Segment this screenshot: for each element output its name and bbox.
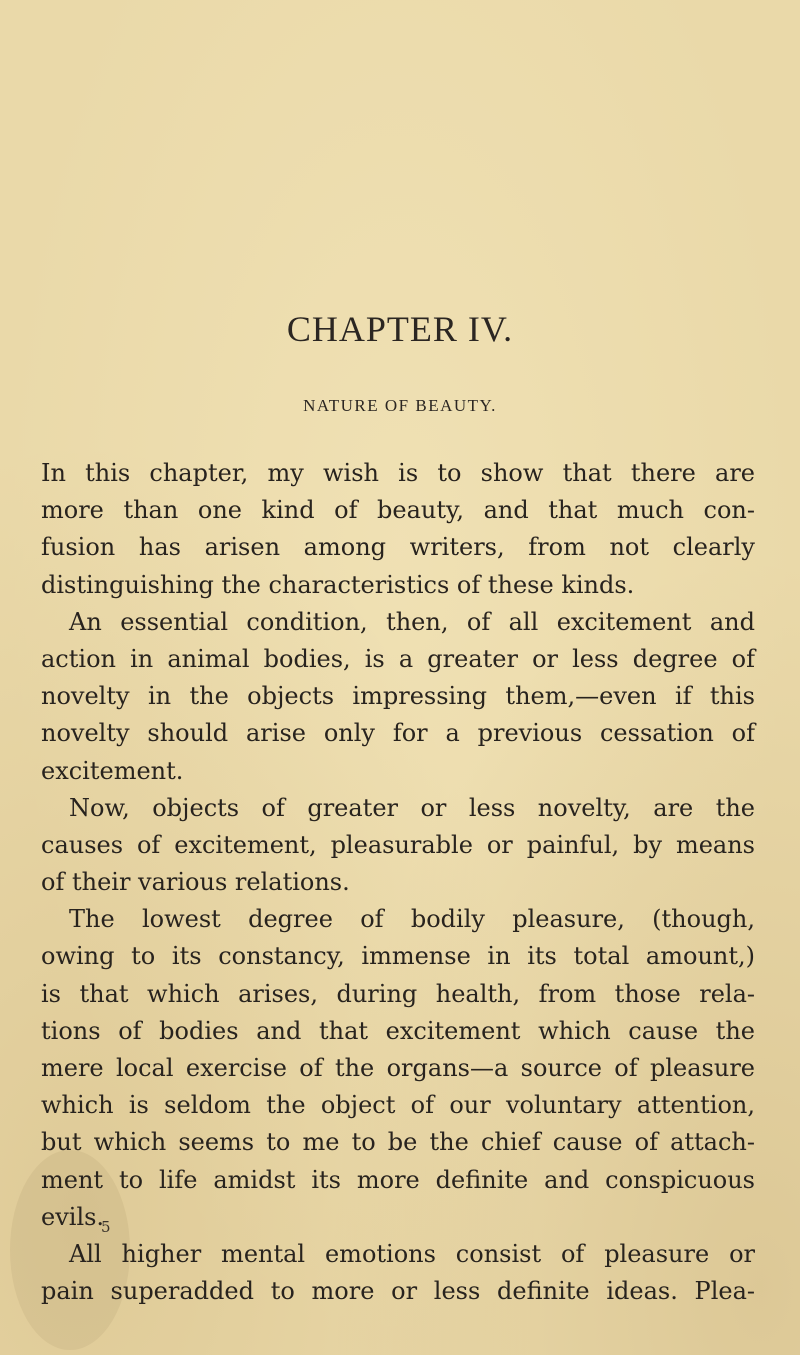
- text-line: In this chapter, my wish is to show that there are: [41, 459, 755, 487]
- chapter-title: CHAPTER IV.: [286, 309, 514, 349]
- text-line: more than one kind of beauty, and that much con-: [41, 496, 755, 525]
- text-line: All higher mental emotions consist of pleasure or: [69, 1239, 755, 1268]
- text-line: ment to life amidst its more definite and conspicuous: [41, 1165, 755, 1194]
- text-line: evils.: [41, 1202, 105, 1231]
- text-line: An essential condition, then, of all excitement and: [69, 607, 755, 636]
- text-line: Now, objects of greater or less novelty, are the: [69, 793, 755, 822]
- text-line: causes of excitement, pleasurable or painful, by means: [41, 830, 755, 859]
- text-line: distinguishing the characteristics of these kinds.: [41, 570, 635, 599]
- text-line: action in animal bodies, is a greater or less degree of: [41, 644, 755, 673]
- text-line: novelty should arise only for a previous cessation of: [41, 719, 755, 748]
- text-line: which is seldom the object of our voluntary attention,: [41, 1091, 755, 1120]
- text-line: fusion has arisen among writers, from not clearly: [41, 533, 755, 562]
- text-line: owing to its constancy, immense in its total amount,): [41, 942, 755, 971]
- section-heading: NATURE OF BEAUTY.: [303, 396, 497, 415]
- text-line: mere local exercise of the organs—a source of pleasure: [41, 1054, 755, 1082]
- body-text: [41, 455, 755, 1310]
- text-line: novelty in the objects impressing them,—even if this: [41, 682, 755, 711]
- page-number: 5: [101, 1218, 111, 1236]
- text-line: but which seems to me to be the chief cause of attach-: [41, 1128, 755, 1157]
- text-line: The lowest degree of bodily pleasure, (though,: [69, 905, 755, 934]
- text-line: of their various relations.: [41, 868, 350, 897]
- text-line: tions of bodies and that excitement which cause the: [41, 1016, 755, 1045]
- text-line: pain superadded to more or less definite ideas. Plea-: [41, 1277, 755, 1306]
- text-line: excitement.: [41, 756, 184, 785]
- text-line: is that which arises, during health, from those rela-: [41, 979, 755, 1008]
